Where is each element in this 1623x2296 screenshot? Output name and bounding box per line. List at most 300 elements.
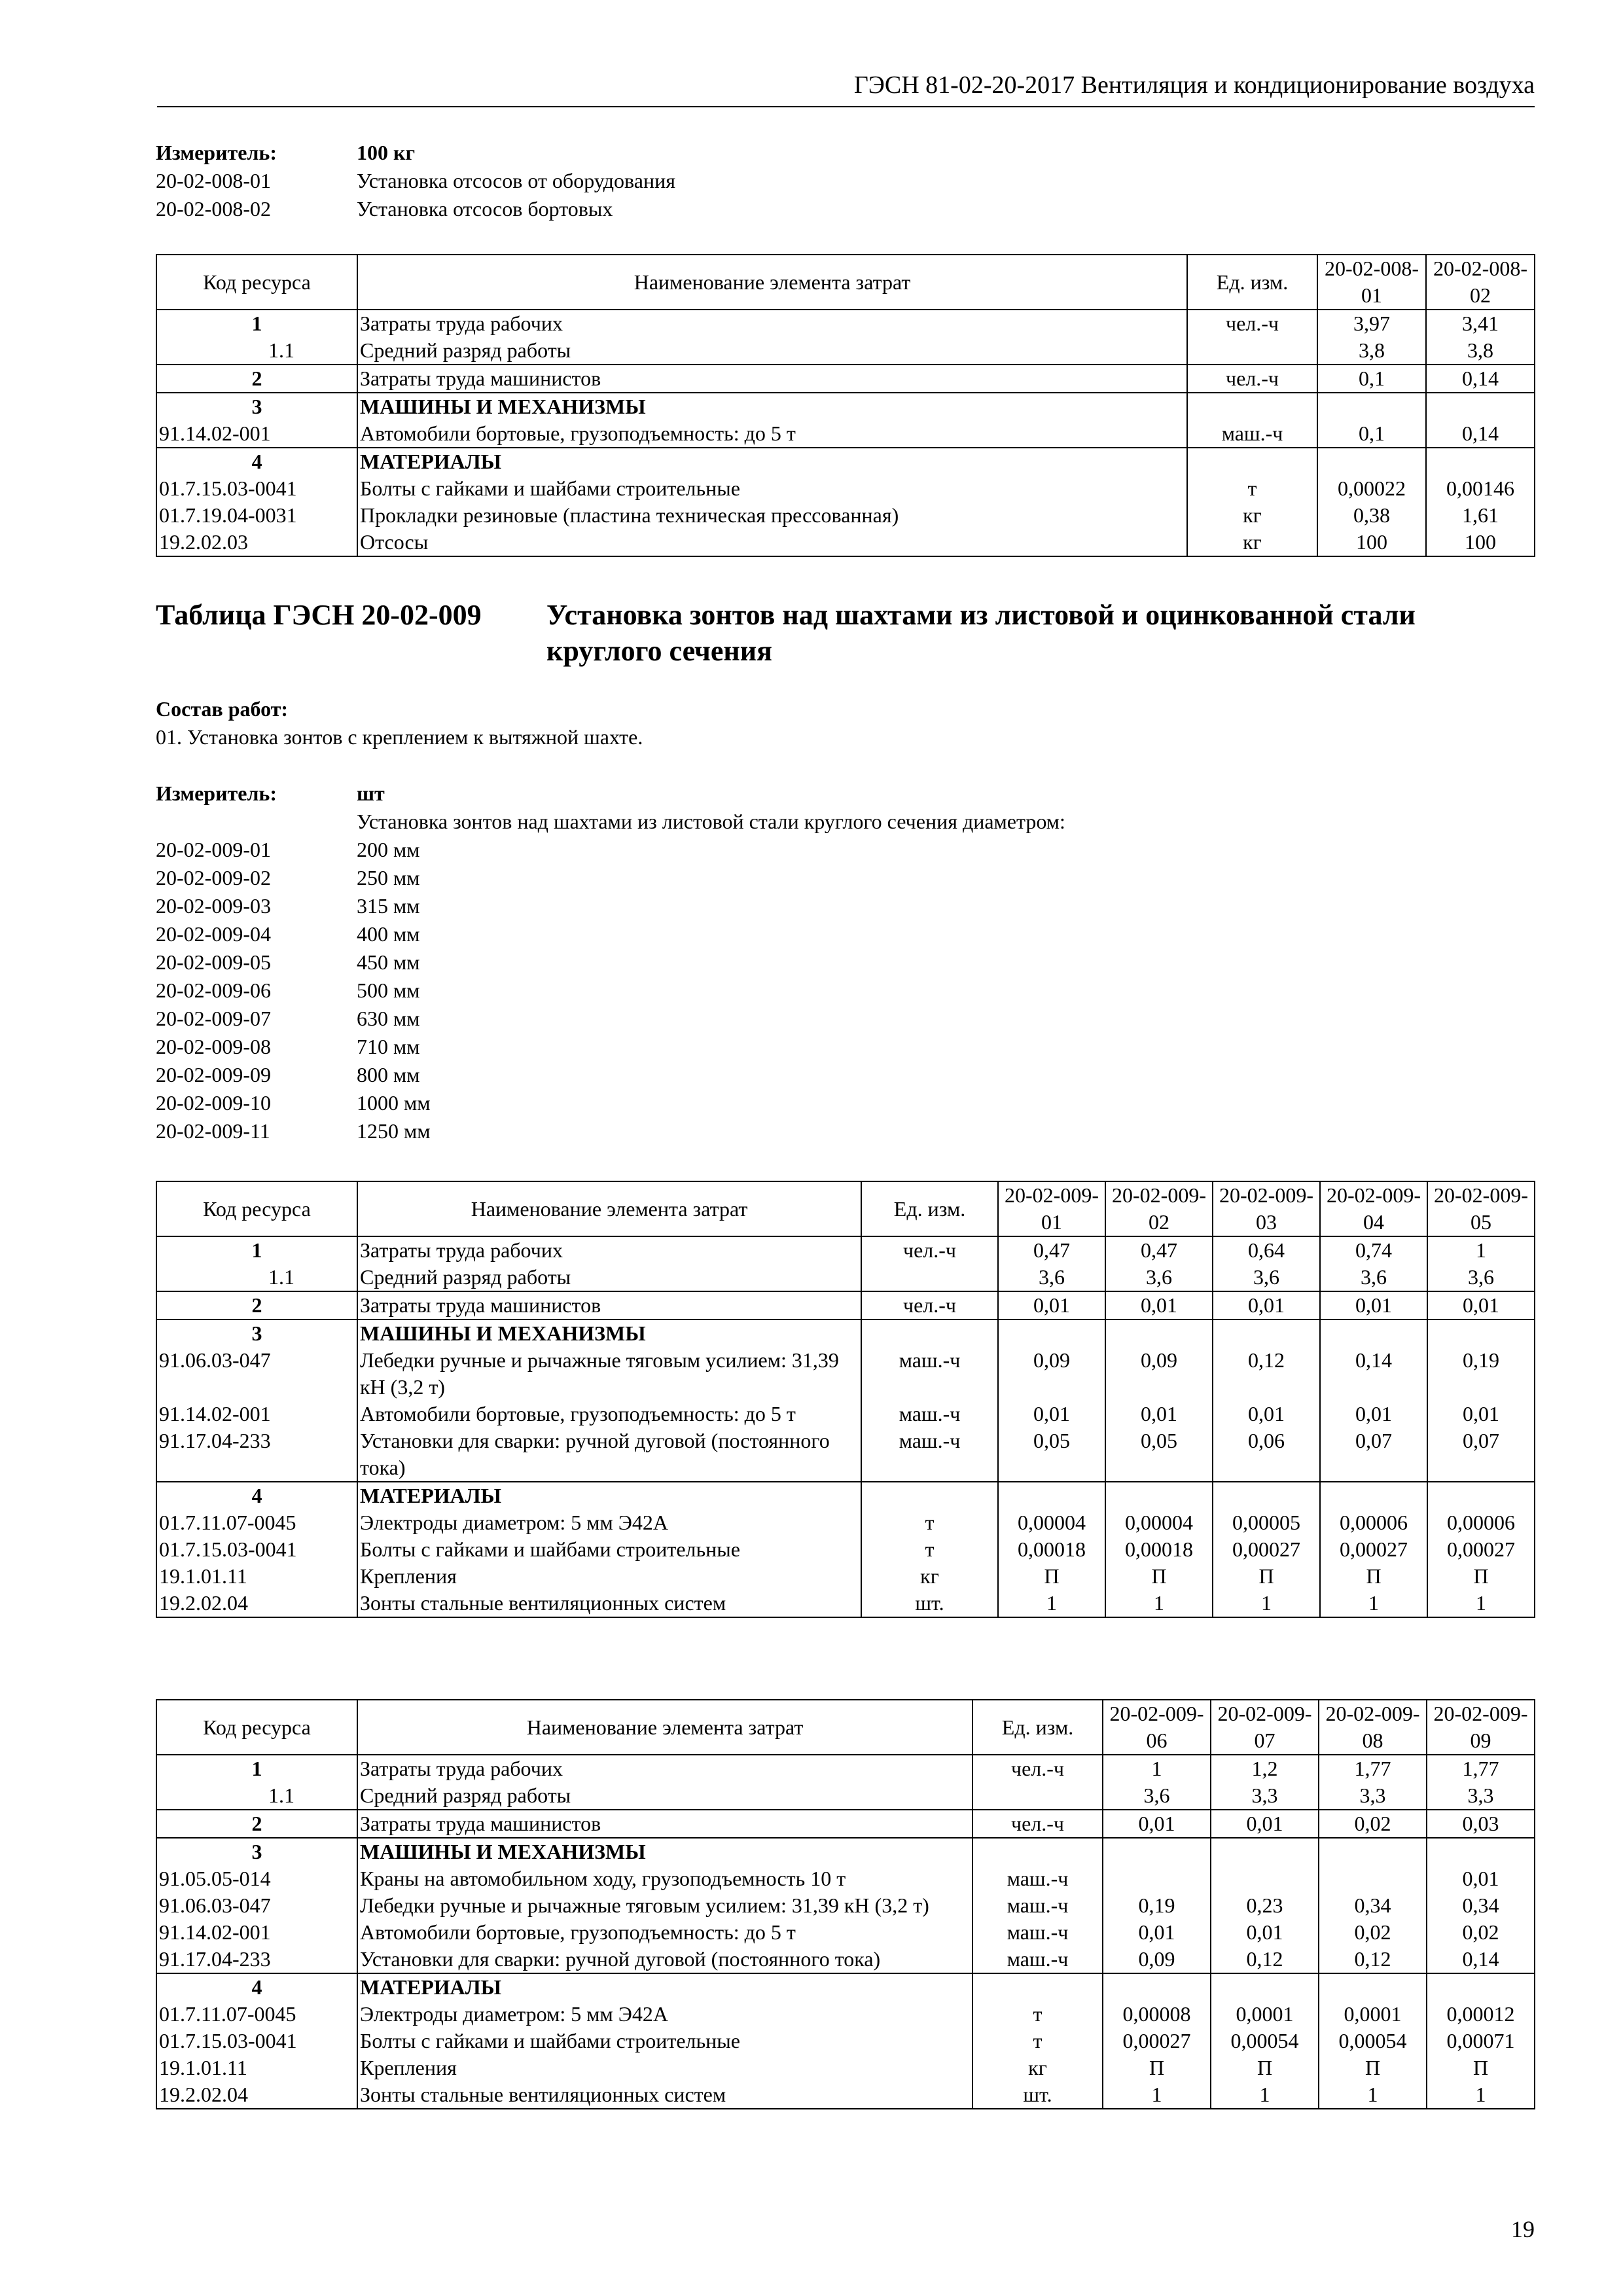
item-code: 20-02-009-02 [156, 866, 271, 889]
resource-name: Средний разряд работы [357, 1264, 861, 1291]
item-code: 20-02-009-01 [156, 838, 271, 861]
resource-value: 3,6 [1103, 1782, 1211, 1810]
col-header-name: Наименование элемента затрат [357, 1181, 861, 1236]
table-row [156, 1401, 1535, 1427]
work-composition-text: 01. Установка зонтов с креплением к вытяжной шахте. [156, 725, 643, 749]
resource-unit: чел.-ч [972, 1755, 1103, 1782]
resource-value: 0,00012 [1427, 2001, 1535, 2028]
resource-code: 4 [156, 1973, 357, 2001]
table-row [156, 2001, 1535, 2028]
resource-code: 91.14.02-001 [156, 1401, 357, 1427]
resource-name: Затраты труда рабочих [357, 1755, 972, 1782]
resource-value: 0,00008 [1103, 2001, 1211, 2028]
resource-value: 0,01 [1105, 1401, 1213, 1427]
resource-name: Автомобили бортовые, грузоподъемность: до 5 т [357, 420, 1187, 448]
resource-value: 0,05 [1105, 1427, 1213, 1482]
resource-unit [972, 1782, 1103, 1810]
resource-unit: т [972, 2001, 1103, 2028]
resource-table-1 [156, 254, 1535, 557]
item-name: 800 мм [357, 1063, 420, 1086]
resource-value [1320, 1482, 1427, 1509]
item-code: 20-02-009-05 [156, 950, 271, 974]
resource-value [1427, 1838, 1535, 1865]
resource-value: 1,61 [1426, 502, 1535, 529]
resource-value: П [1320, 1563, 1427, 1590]
table-row [156, 310, 1535, 337]
item-name: 200 мм [357, 838, 420, 861]
measure-block-2 [156, 780, 1065, 1145]
resource-code: 01.7.15.03-0041 [156, 1536, 357, 1563]
resource-name: Лебедки ручные и рычажные тяговым усилием: 31,39 кН (3,2 т) [357, 1347, 861, 1401]
resource-value: 3,97 [1317, 310, 1426, 337]
table-row [156, 1755, 1535, 1782]
col-header-variant: 20-02-008-02 [1426, 255, 1535, 310]
resource-unit: т [861, 1536, 998, 1563]
resource-value: 0,19 [1427, 1347, 1535, 1401]
item-name: 450 мм [357, 950, 420, 974]
resource-code: 4 [156, 448, 357, 475]
table-row [156, 2081, 1535, 2109]
col-header-variant: 20-02-009-06 [1103, 1700, 1211, 1755]
resource-value: 0,00004 [998, 1509, 1105, 1536]
resource-value: 3,41 [1426, 310, 1535, 337]
resource-name: Затраты труда рабочих [357, 1236, 861, 1264]
resource-value: 0,07 [1320, 1427, 1427, 1482]
resource-value: 0,01 [1103, 1919, 1211, 1946]
item-code: 20-02-009-04 [156, 922, 271, 946]
resource-name: Электроды диаметром: 5 мм Э42А [357, 1509, 861, 1536]
resource-value: 0,00027 [1427, 1536, 1535, 1563]
resource-value: 0,00006 [1320, 1509, 1427, 1536]
page-number: 19 [1511, 2216, 1535, 2242]
item-name: Установка отсосов бортовых [357, 197, 613, 221]
resource-code: 91.14.02-001 [156, 1919, 357, 1946]
resource-value: 0,01 [1320, 1401, 1427, 1427]
resource-unit: маш.-ч [972, 1865, 1103, 1892]
col-header-code: Код ресурса [156, 1700, 357, 1755]
resource-name: Средний разряд работы [357, 337, 1187, 365]
measure-label: Измеритель: [156, 141, 277, 164]
resource-value: 0,01 [998, 1401, 1105, 1427]
resource-value: 0,00027 [1103, 2028, 1211, 2054]
resource-value: 0,12 [1319, 1946, 1427, 1973]
resource-value: 0,01 [1427, 1291, 1535, 1319]
resource-name: Затраты труда машинистов [357, 365, 1187, 393]
resource-unit: чел.-ч [861, 1291, 998, 1319]
resource-value: 0,12 [1213, 1347, 1320, 1401]
resource-value [998, 1482, 1105, 1509]
resource-value [1211, 1838, 1319, 1865]
resource-value: 0,07 [1427, 1427, 1535, 1482]
resource-value: 3,3 [1211, 1782, 1319, 1810]
resource-value: 1,77 [1427, 1755, 1535, 1782]
table-row [156, 475, 1535, 502]
resource-value: 0,0001 [1319, 2001, 1427, 2028]
resource-value: 0,02 [1319, 1810, 1427, 1838]
resource-unit: маш.-ч [972, 1919, 1103, 1946]
resource-value: 0,00027 [1213, 1536, 1320, 1563]
table-row [156, 1291, 1535, 1319]
resource-code: 91.17.04-233 [156, 1946, 357, 1973]
resource-code: 2 [156, 365, 357, 393]
table-title-label: Таблица ГЭСН 20-02-009 [156, 599, 482, 631]
resource-value: 0,23 [1211, 1892, 1319, 1919]
resource-value [1317, 393, 1426, 420]
resource-value: 1 [1103, 2081, 1211, 2109]
resource-name: Установки для сварки: ручной дуговой (постоянного тока) [357, 1427, 861, 1482]
resource-name: Крепления [357, 2054, 972, 2081]
header-rule [157, 106, 1535, 107]
resource-value: 3,3 [1427, 1782, 1535, 1810]
resource-value: 0,01 [1211, 1810, 1319, 1838]
col-header-unit: Ед. изм. [1187, 255, 1317, 310]
resource-unit: чел.-ч [972, 1810, 1103, 1838]
resource-code: 1.1 [156, 1782, 357, 1810]
table-row [156, 1347, 1535, 1401]
resource-value: 3,8 [1317, 337, 1426, 365]
resource-unit [972, 1973, 1103, 2001]
resource-name: Затраты труда машинистов [357, 1291, 861, 1319]
resource-value: 0,00022 [1317, 475, 1426, 502]
table-row [156, 1838, 1535, 1865]
resource-name: МАШИНЫ И МЕХАНИЗМЫ [357, 393, 1187, 420]
resource-code: 91.06.03-047 [156, 1892, 357, 1919]
work-composition [156, 695, 643, 751]
resource-value: 0,47 [1105, 1236, 1213, 1264]
table-row [156, 1892, 1535, 1919]
resource-code: 01.7.19.04-0031 [156, 502, 357, 529]
resource-code: 91.05.05-014 [156, 1865, 357, 1892]
table-row [156, 1810, 1535, 1838]
resource-value: 0,05 [998, 1427, 1105, 1482]
resource-value: 0,00004 [1105, 1509, 1213, 1536]
resource-value [1427, 1482, 1535, 1509]
resource-value: 0,06 [1213, 1427, 1320, 1482]
resource-value [1317, 448, 1426, 475]
item-name: 1000 мм [357, 1091, 431, 1115]
resource-value: 0,14 [1320, 1347, 1427, 1401]
table-row [156, 337, 1535, 365]
resource-name: Болты с гайками и шайбами строительные [357, 2028, 972, 2054]
col-header-variant: 20-02-009-03 [1213, 1181, 1320, 1236]
item-name: 250 мм [357, 866, 420, 889]
resource-value: 1 [1320, 1590, 1427, 1617]
resource-value: 0,12 [1211, 1946, 1319, 1973]
item-name: 500 мм [357, 978, 420, 1002]
resource-value [1319, 1838, 1427, 1865]
resource-value: П [1427, 1563, 1535, 1590]
resource-value: 3,8 [1426, 337, 1535, 365]
resource-value: 3,6 [1427, 1264, 1535, 1291]
resource-value: 3,6 [998, 1264, 1105, 1291]
resource-unit [861, 1319, 998, 1347]
item-name: Установка отсосов от оборудования [357, 169, 675, 192]
resource-value: 1 [1319, 2081, 1427, 2109]
measure-label: Измеритель: [156, 781, 277, 805]
col-header-unit: Ед. изм. [861, 1181, 998, 1236]
resource-value: 0,00054 [1211, 2028, 1319, 2054]
resource-value: 0,01 [1427, 1865, 1535, 1892]
resource-code: 1 [156, 310, 357, 337]
item-name: 710 мм [357, 1035, 420, 1058]
table-row [156, 1427, 1535, 1482]
table-row [156, 1946, 1535, 1973]
item-code: 20-02-009-10 [156, 1091, 271, 1115]
table-row [156, 1782, 1535, 1810]
resource-value: 100 [1426, 529, 1535, 556]
col-header-variant: 20-02-008-01 [1317, 255, 1426, 310]
item-name: 315 мм [357, 894, 420, 918]
resource-value [1105, 1482, 1213, 1509]
table-row [156, 1236, 1535, 1264]
item-code: 20-02-009-03 [156, 894, 271, 918]
resource-value: П [1319, 2054, 1427, 2081]
col-header-name: Наименование элемента затрат [357, 255, 1187, 310]
item-code: 20-02-008-01 [156, 169, 271, 192]
resource-name: Автомобили бортовые, грузоподъемность: до 5 т [357, 1919, 972, 1946]
resource-value [1320, 1319, 1427, 1347]
resource-unit: чел.-ч [861, 1236, 998, 1264]
resource-unit: т [861, 1509, 998, 1536]
resource-code: 91.06.03-047 [156, 1347, 357, 1401]
resource-name: Зонты стальные вентиляционных систем [357, 2081, 972, 2109]
resource-value: 0,09 [1105, 1347, 1213, 1401]
resource-unit: маш.-ч [861, 1347, 998, 1401]
table-row [156, 502, 1535, 529]
resource-value [1426, 448, 1535, 475]
resource-value [1427, 1319, 1535, 1347]
table-row [156, 365, 1535, 393]
item-code: 20-02-008-02 [156, 197, 271, 221]
col-header-variant: 20-02-009-09 [1427, 1700, 1535, 1755]
resource-unit: шт. [861, 1590, 998, 1617]
resource-value [1319, 1973, 1427, 2001]
table-row [156, 2054, 1535, 2081]
resource-name: Лебедки ручные и рычажные тяговым усилием: 31,39 кН (3,2 т) [357, 1892, 972, 1919]
table-row [156, 1509, 1535, 1536]
resource-value: 0,00006 [1427, 1509, 1535, 1536]
resource-value [1426, 393, 1535, 420]
resource-value [1319, 1865, 1427, 1892]
resource-value: 0,64 [1213, 1236, 1320, 1264]
resource-code: 1.1 [156, 1264, 357, 1291]
col-header-variant: 20-02-009-08 [1319, 1700, 1427, 1755]
table-row [156, 1319, 1535, 1347]
resource-unit: т [972, 2028, 1103, 2054]
resource-value: 0,02 [1319, 1919, 1427, 1946]
resource-value: 0,01 [1213, 1291, 1320, 1319]
resource-value: 1,77 [1319, 1755, 1427, 1782]
resource-value [1213, 1482, 1320, 1509]
table-title-text: Установка зонтов над шахтами из листовой и оцинкованной стали круглого сечения [546, 599, 1416, 667]
resource-code: 91.17.04-233 [156, 1427, 357, 1482]
resource-value: 0,01 [998, 1291, 1105, 1319]
resource-value: 1 [1105, 1590, 1213, 1617]
resource-name: Прокладки резиновые (пластина техническая прессованная) [357, 502, 1187, 529]
resource-value: 1,2 [1211, 1755, 1319, 1782]
resource-name: Болты с гайками и шайбами строительные [357, 475, 1187, 502]
measure-intro: Установка зонтов над шахтами из листовой стали круглого сечения диаметром: [357, 810, 1065, 833]
document-header-title: ГЭСН 81-02-20-2017 Вентиляция и кондиционирование воздуха [853, 71, 1535, 99]
resource-value: 0,00018 [998, 1536, 1105, 1563]
resource-name: Краны на автомобильном ходу, грузоподъемность 10 т [357, 1865, 972, 1892]
table-row [156, 393, 1535, 420]
table-row [156, 1482, 1535, 1509]
resource-value: 0,0001 [1211, 2001, 1319, 2028]
resource-value: 3,3 [1319, 1782, 1427, 1810]
item-code: 20-02-009-07 [156, 1007, 271, 1030]
table-row [156, 1563, 1535, 1590]
resource-value: 0,00054 [1319, 2028, 1427, 2054]
item-code: 20-02-009-11 [156, 1119, 270, 1143]
resource-name: Электроды диаметром: 5 мм Э42А [357, 2001, 972, 2028]
resource-code: 4 [156, 1482, 357, 1509]
resource-code: 19.2.02.04 [156, 2081, 357, 2109]
resource-unit [1187, 448, 1317, 475]
resource-name: МАТЕРИАЛЫ [357, 1973, 972, 2001]
resource-value: 0,00146 [1426, 475, 1535, 502]
resource-unit: чел.-ч [1187, 365, 1317, 393]
resource-value: 0,00018 [1105, 1536, 1213, 1563]
resource-name: МАШИНЫ И МЕХАНИЗМЫ [357, 1319, 861, 1347]
resource-value: 0,01 [1427, 1401, 1535, 1427]
resource-code: 01.7.15.03-0041 [156, 2028, 357, 2054]
resource-value [1211, 1973, 1319, 2001]
resource-value: 0,19 [1103, 1892, 1211, 1919]
item-name: 1250 мм [357, 1119, 431, 1143]
resource-value: 1 [1427, 2081, 1535, 2109]
item-code: 20-02-009-09 [156, 1063, 271, 1086]
resource-code: 01.7.11.07-0045 [156, 2001, 357, 2028]
resource-value: 0,01 [1105, 1291, 1213, 1319]
resource-table-2 [156, 1181, 1535, 1618]
resource-value [1427, 1973, 1535, 2001]
resource-unit: чел.-ч [1187, 310, 1317, 337]
resource-name: Отсосы [357, 529, 1187, 556]
resource-unit [861, 1264, 998, 1291]
resource-value: П [1103, 2054, 1211, 2081]
table-row [156, 420, 1535, 448]
resource-value: 0,00005 [1213, 1509, 1320, 1536]
resource-value [1103, 1973, 1211, 2001]
item-name: 400 мм [357, 922, 420, 946]
resource-value: П [1105, 1563, 1213, 1590]
resource-value: 0,01 [1103, 1810, 1211, 1838]
resource-value: 3,6 [1320, 1264, 1427, 1291]
resource-value: 3,6 [1213, 1264, 1320, 1291]
resource-value [998, 1319, 1105, 1347]
resource-name: Крепления [357, 1563, 861, 1590]
resource-unit: кг [861, 1563, 998, 1590]
col-header-code: Код ресурса [156, 1181, 357, 1236]
item-code: 20-02-009-08 [156, 1035, 271, 1058]
resource-code: 19.2.02.03 [156, 529, 357, 556]
resource-value: 100 [1317, 529, 1426, 556]
work-composition-label: Состав работ: [156, 697, 289, 721]
resource-unit: шт. [972, 2081, 1103, 2109]
resource-unit [1187, 337, 1317, 365]
resource-unit [861, 1482, 998, 1509]
resource-unit: маш.-ч [972, 1946, 1103, 1973]
resource-value: 0,14 [1427, 1946, 1535, 1973]
resource-value: 0,14 [1426, 420, 1535, 448]
resource-value: 0,74 [1320, 1236, 1427, 1264]
resource-value: 0,14 [1426, 365, 1535, 393]
resource-code: 1.1 [156, 337, 357, 365]
resource-code: 19.1.01.11 [156, 2054, 357, 2081]
col-header-unit: Ед. изм. [972, 1700, 1103, 1755]
col-header-name: Наименование элемента затрат [357, 1700, 972, 1755]
resource-value: 0,09 [998, 1347, 1105, 1401]
resource-value: 0,01 [1211, 1919, 1319, 1946]
resource-value: 1 [1213, 1590, 1320, 1617]
resource-table-3 [156, 1699, 1535, 2109]
resource-value [1103, 1838, 1211, 1865]
resource-code: 19.2.02.04 [156, 1590, 357, 1617]
item-code: 20-02-009-06 [156, 978, 271, 1002]
item-name: 630 мм [357, 1007, 420, 1030]
resource-code: 2 [156, 1291, 357, 1319]
resource-code: 3 [156, 1319, 357, 1347]
table-row [156, 1590, 1535, 1617]
resource-value: 0,01 [1320, 1291, 1427, 1319]
col-header-variant: 20-02-009-05 [1427, 1181, 1535, 1236]
table-row [156, 448, 1535, 475]
resource-unit: т [1187, 475, 1317, 502]
resource-value: 0,00027 [1320, 1536, 1427, 1563]
table-row [156, 1865, 1535, 1892]
resource-value: 1 [1427, 1590, 1535, 1617]
resource-value [1213, 1319, 1320, 1347]
resource-value: 1 [998, 1590, 1105, 1617]
resource-code: 1 [156, 1755, 357, 1782]
resource-unit [972, 1838, 1103, 1865]
col-header-variant: 20-02-009-07 [1211, 1700, 1319, 1755]
resource-unit: кг [972, 2054, 1103, 2081]
resource-unit: маш.-ч [972, 1892, 1103, 1919]
table-row [156, 1536, 1535, 1563]
resource-value [1211, 1865, 1319, 1892]
resource-value: 0,34 [1427, 1892, 1535, 1919]
table-row [156, 529, 1535, 556]
resource-unit [1187, 393, 1317, 420]
resource-value: П [998, 1563, 1105, 1590]
resource-value: 0,03 [1427, 1810, 1535, 1838]
resource-code: 01.7.15.03-0041 [156, 475, 357, 502]
measure-block-1 [156, 139, 675, 223]
resource-code: 19.1.01.11 [156, 1563, 357, 1590]
resource-value: 0,1 [1317, 365, 1426, 393]
table-row [156, 2028, 1535, 2054]
resource-name: МАТЕРИАЛЫ [357, 1482, 861, 1509]
resource-code: 2 [156, 1810, 357, 1838]
resource-unit: маш.-ч [1187, 420, 1317, 448]
resource-code: 3 [156, 1838, 357, 1865]
resource-code: 01.7.11.07-0045 [156, 1509, 357, 1536]
resource-name: Затраты труда рабочих [357, 310, 1187, 337]
resource-name: МАШИНЫ И МЕХАНИЗМЫ [357, 1838, 972, 1865]
col-header-variant: 20-02-009-02 [1105, 1181, 1213, 1236]
resource-name: Установки для сварки: ручной дуговой (постоянного тока) [357, 1946, 972, 1973]
table-row [156, 1919, 1535, 1946]
resource-value: 0,01 [1213, 1401, 1320, 1427]
resource-value: 0,34 [1319, 1892, 1427, 1919]
resource-name: Автомобили бортовые, грузоподъемность: до 5 т [357, 1401, 861, 1427]
resource-value: 1 [1211, 2081, 1319, 2109]
resource-value: 3,6 [1105, 1264, 1213, 1291]
table-row [156, 1973, 1535, 2001]
col-header-variant: 20-02-009-04 [1320, 1181, 1427, 1236]
